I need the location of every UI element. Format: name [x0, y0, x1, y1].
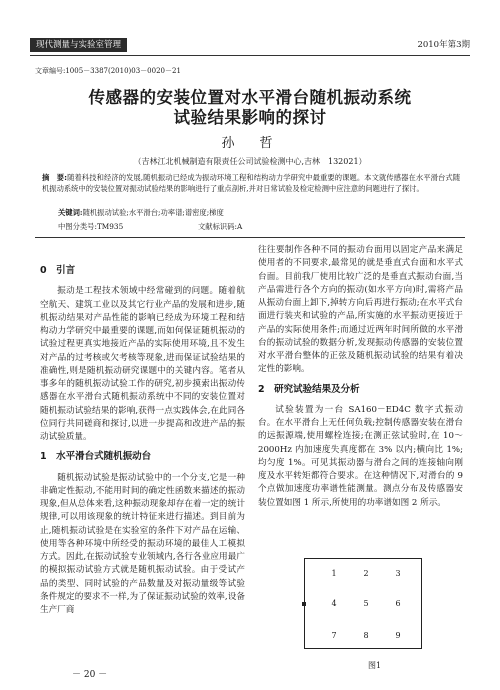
author: 孙 哲 [221, 136, 279, 151]
measuring-point: 1 [331, 569, 337, 578]
sensor-mark [302, 602, 306, 606]
article-number: 文章编号:1005－3387(2010)03－0020－21 [35, 67, 181, 75]
measuring-point: 5 [363, 599, 369, 608]
abstract [42, 173, 460, 194]
left-column [40, 258, 245, 617]
abstract-rule [35, 237, 465, 238]
figure-1 [304, 558, 434, 653]
issue-label: 2010年第3期 [417, 40, 470, 50]
measuring-point: 4 [331, 599, 337, 608]
intro-paragraph: 振动是工程技术领域中经常碰到的问题。随着航空航天、建筑工业以及其它行业产品的发展和进步,随机振动结果对产品性能的影响已经成为环境工程和结构动力学研究中最重要的课题,而如何保证随机振动的试验过程更真实地接近产品的实际使用环境,且不发生对产品的过考核或欠考核等现象,进而保证试验结果的准确性,则是随机振动研究课题中的关键内容。笔者从事多年的随机振动试验工作的研究,初步摸索出振动传感器在水平滑台式随机振动系统中不同的安装位置对随机振动试验结果的影响,获得一点实践体会,在此同各位同行共同磋商和探讨,以进一步提高和改进产品的振动试验质量。 [40, 286, 245, 442]
page-number: － 20 － [72, 670, 108, 680]
figure-caption: 图1 [368, 661, 382, 670]
keywords-text: 随机振动试验;水平滑台;功率谱;谱密度;梯度 [82, 208, 224, 217]
measuring-point: 9 [395, 631, 401, 640]
header-rule [30, 55, 470, 56]
measuring-point: 6 [395, 599, 401, 608]
section1-paragraph: 随机振动试验是振动试验中的一个分支,它是一种非确定性振动,不能用时间的确定性函数来描述的振动现象,但从总体来看,这种振动现象却存在着一定的统计规律,可以用该现象的统计特征来进行描述。到目前为止,随机振动试验是在实验室的条件下对产品在运输、使用等各种环境中所经受的振动环境的最佳人工模拟方式。因此,在振动试验专业领域内,各行各业应用最广的模拟振动试验方式就是随机振动试验。由于受试产品的类型、同时试验的产品数量及对振动量级等试验条件规定的要求不一样,为了保证振动试验的效率,设备生产厂商 [40, 472, 245, 615]
measuring-point: 8 [363, 631, 369, 640]
title-line-1: 传感器的安装位置对水平滑台随机振动系统 [88, 88, 412, 107]
journal-name: 现代测量与实验室管理 [30, 38, 127, 52]
keywords-label: 关键词: [58, 208, 83, 217]
clc-number: 中图分类号:TM935 [58, 222, 124, 231]
keywords [58, 208, 224, 218]
section2-heading: 2 研究试验结果及分析 [258, 383, 360, 395]
measuring-point: 3 [395, 569, 401, 578]
right-column [258, 244, 463, 510]
classification-row [58, 222, 418, 232]
affiliation: （吉林江北机械制造有限责任公司试验检测中心,吉林 132021） [133, 157, 367, 166]
title-line-2: 试验结果影响的探讨 [173, 108, 327, 127]
measuring-point: 2 [363, 569, 369, 578]
section2-paragraph: 试验装置为一台 SA160－ED4C 数字式振动台。在水平滑台上无任何负载;控制传感器安装在滑台的远振源端,使用螺栓连接;在测正弦试验时,在 10～2000Hz 内加速度失真度都在 3% 以内;横向比 1%;均匀度 1%。可见其振动器与滑台之间的连接轴向刚度及水平转矩都符合要求。在这种情况下,对滑台的 9 个点做加速度功率谱性能测量。测点分布及传感器安装位置如图 1 所示,所使用的功率谱如图 2 所示。 [258, 404, 463, 508]
intro-heading: 0 引言 [40, 265, 76, 276]
section1-heading: 1 水平滑台式随机振动台 [40, 451, 152, 463]
abstract-text: 随着科技和经济的发展,随机振动已经成为振动环境工程和结构动力学研究中最重要的课题。本文就传感器在水平滑台式随机振动系统中的安装位置对振动试验结果的影响进行了重点剖析,并对日常试验及检定检测中应注意的问题进行了探讨。 [42, 173, 460, 193]
abstract-label: 摘 要: [42, 173, 68, 182]
continued-paragraph: 往往要制作各种不同的振动台面用以固定产品来满足使用者的不同要求,最常见的就是垂直式台面和水平式台面。目前我厂使用比较广泛的是垂直式振动台面,当产品需进行各个方向的振动(如水平方向)时,需将产品从振动台面上卸下,掉转方向后再进行振动;在水平式台面进行装夹和试验的产品,所实施的水平振动更接近于产品的实际使用条件;而通过近两年时间所做的水平滑台的振动试验的数据分析,发现振动传感器的安装位置对水平滑台整体的正弦及随机振动试验的结果有着决定性的影响。 [258, 245, 463, 375]
document-id: 文献标识码:A [198, 222, 243, 231]
measuring-point: 7 [331, 631, 337, 640]
running-header [30, 38, 470, 52]
